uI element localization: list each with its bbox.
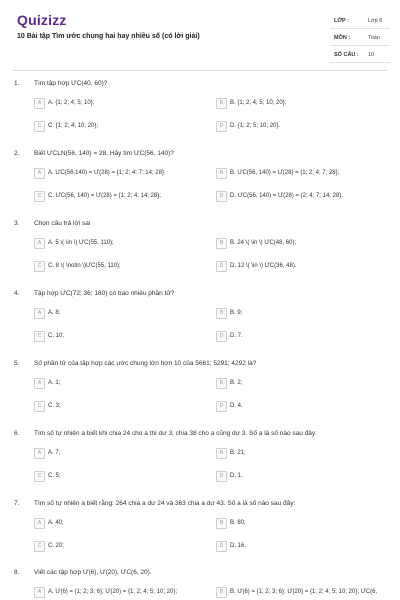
option-a[interactable]	[34, 448, 212, 461]
option-c[interactable]	[34, 471, 212, 484]
option-letter-box: A	[34, 308, 45, 319]
option-letter-box: D	[216, 401, 227, 412]
option-c[interactable]	[34, 121, 212, 134]
question-number: 6.	[14, 430, 20, 437]
option-a[interactable]	[34, 308, 212, 321]
question-text: Biết ƯCLN(56, 140) = 28. Hãy tìm ƯC(56, 140)?	[34, 150, 174, 157]
option-letter-box: B	[216, 518, 227, 529]
option-letter-box: D	[216, 261, 227, 272]
option-text: B. 80;	[230, 520, 246, 526]
option-letter-box: A	[34, 448, 45, 459]
option-letter-box: A	[34, 518, 45, 529]
option-letter-box: A	[34, 587, 45, 598]
option-b[interactable]	[216, 448, 394, 461]
question-text: Viết các tập hợp Ư(6), Ư(20), ƯC(6, 20).	[34, 569, 152, 576]
option-letter-box: C	[34, 191, 45, 202]
question-number: 3.	[14, 220, 20, 227]
meta-class-value: Lớp 6	[368, 18, 383, 24]
option-d[interactable]	[216, 401, 394, 414]
option-letter-box: A	[34, 98, 45, 109]
question-text: Tìm số tự nhiên a biết rằng: 264 chia a dư 24 và 363 chia a dư 43. Số a là số nào sau đây:	[34, 500, 296, 507]
option-d[interactable]	[216, 121, 394, 134]
option-text: B. ƯC(56, 140) = Ư(28) = {1; 2; 4; 7; 28};	[230, 170, 340, 176]
option-letter-box: C	[34, 121, 45, 132]
option-letter-box: D	[216, 541, 227, 552]
option-letter-box: B	[216, 98, 227, 109]
option-a[interactable]	[34, 587, 212, 600]
option-c[interactable]	[34, 541, 212, 554]
option-text: B. Ư(6) = {1; 2; 3; 6}; Ư(20) = {1; 2; 4; 5; 10; 20}; ƯC(6,	[230, 589, 378, 595]
option-text: D. 7.	[230, 333, 243, 339]
option-text: C. 8 \( \notin \)ƯC(55, 110);	[48, 263, 121, 269]
option-letter-box: D	[216, 121, 227, 132]
option-letter-box: C	[34, 471, 45, 482]
question-number: 8.	[14, 569, 20, 576]
option-b[interactable]	[216, 238, 394, 251]
option-letter-box: B	[216, 308, 227, 319]
option-text: D. ƯC(56, 140) = Ư(28) = {2; 4; 7; 14; 28}.	[230, 193, 343, 199]
meta-question-count-label: SỐ CÂU :	[334, 52, 359, 58]
question-number: 7.	[14, 500, 20, 507]
option-letter-box: B	[216, 168, 227, 179]
option-a[interactable]	[34, 238, 212, 251]
option-letter-box: B	[216, 448, 227, 459]
question-text: Tìm số tự nhiên a biết khi chia 24 cho a thì dư 3, chia 38 cho a cũng dư 3. Số a là số nào sau đây:	[34, 430, 317, 437]
worksheet-meta	[330, 14, 390, 65]
option-b[interactable]	[216, 98, 394, 111]
option-text: D. 1.	[230, 473, 243, 479]
question-text: Tìm tập hợp ƯC(40, 60)?	[34, 80, 108, 87]
option-b[interactable]	[216, 308, 394, 321]
meta-subject	[330, 31, 390, 46]
option-a[interactable]	[34, 518, 212, 531]
option-text: A. {1; 2; 4; 5; 10};	[48, 100, 95, 106]
question-text: Số phần tử của tập hợp các ước chung lớn hơn 10 của 5661; 5291; 4292 là?	[34, 360, 257, 367]
option-text: A. 1;	[48, 380, 61, 386]
option-text: B. 21;	[230, 450, 246, 456]
option-letter-box: C	[34, 401, 45, 412]
option-d[interactable]	[216, 191, 394, 204]
option-b[interactable]	[216, 168, 394, 181]
option-letter-box: D	[216, 471, 227, 482]
option-text: A. 7;	[48, 450, 61, 456]
option-text: A. 40;	[48, 520, 64, 526]
meta-class	[330, 14, 390, 29]
header-divider	[12, 70, 388, 71]
question-text: Tập hợp ƯC(72; 36; 180) có bao nhiêu phần tử?	[34, 290, 175, 297]
option-letter-box: B	[216, 378, 227, 389]
option-b[interactable]	[216, 587, 394, 600]
option-letter-box: C	[34, 261, 45, 272]
question-number: 5.	[14, 360, 20, 367]
option-a[interactable]	[34, 168, 212, 181]
option-letter-box: A	[34, 238, 45, 249]
option-letter-box: D	[216, 191, 227, 202]
option-text: C. {1; 2; 4; 10; 20};	[48, 123, 99, 129]
option-text: B. 9;	[230, 310, 243, 316]
option-text: D. 4.	[230, 403, 243, 409]
option-letter-box: B	[216, 238, 227, 249]
meta-question-count	[330, 48, 390, 63]
option-a[interactable]	[34, 378, 212, 391]
option-letter-box: A	[34, 168, 45, 179]
option-letter-box: C	[34, 331, 45, 342]
option-text: A. Ư(6) = {1; 2; 3; 6}; Ư(20) = {1; 2; 4; 5; 10; 20};	[48, 589, 177, 595]
option-text: C. 3;	[48, 403, 61, 409]
option-text: A. 5 \( \in \) ƯC(55, 110);	[48, 240, 114, 246]
option-text: C. 5;	[48, 473, 61, 479]
option-text: B. 2;	[230, 380, 243, 386]
option-c[interactable]	[34, 331, 212, 344]
option-c[interactable]	[34, 191, 212, 204]
question-number: 2.	[14, 150, 20, 157]
option-letter-box: A	[34, 378, 45, 389]
meta-subject-value: Toán	[368, 35, 380, 41]
option-letter-box: D	[216, 331, 227, 342]
quizizz-logo: Quizizz	[17, 12, 67, 28]
worksheet-header	[0, 0, 400, 70]
option-c[interactable]	[34, 261, 212, 274]
option-letter-box: B	[216, 587, 227, 598]
option-text: C. 20;	[48, 543, 65, 549]
question-text: Chọn câu trả lời sai	[34, 220, 91, 227]
option-text: C. 10;	[48, 333, 65, 339]
option-text: B. {1; 2; 4; 5; 10; 20};	[230, 100, 287, 106]
option-text: C. ƯC(56, 140) = Ư(28) = {1; 2; 4; 14; 28};	[48, 193, 161, 199]
option-text: A. ƯC(56,140) = Ư(28) = {1; 2; 4; 7; 14; 28};	[48, 170, 166, 176]
option-b[interactable]	[216, 378, 394, 391]
option-a[interactable]	[34, 98, 212, 111]
option-text: D. 16.	[230, 543, 247, 549]
option-d[interactable]	[216, 471, 394, 484]
option-d[interactable]	[216, 261, 394, 274]
option-letter-box: C	[34, 541, 45, 552]
option-text: B. 24 \( \in \) ƯC(48, 60);	[230, 240, 297, 246]
worksheet-title: 10 Bài tập Tìm ước chung hai hay nhiều số (có lời giải)	[17, 33, 200, 40]
option-d[interactable]	[216, 331, 394, 344]
meta-question-count-value: 10	[368, 52, 375, 58]
meta-subject-label: MÔN :	[334, 35, 351, 41]
meta-class-label: LỚP :	[334, 18, 349, 24]
question-number: 4.	[14, 290, 20, 297]
option-d[interactable]	[216, 541, 394, 554]
option-b[interactable]	[216, 518, 394, 531]
option-c[interactable]	[34, 401, 212, 414]
option-text: D. {1; 2; 5; 10; 20}.	[230, 123, 281, 129]
question-number: 1.	[14, 80, 20, 87]
option-text: A. 8;	[48, 310, 61, 316]
option-text: D. 12 \( \in \) ƯC(36, 48).	[230, 263, 297, 269]
